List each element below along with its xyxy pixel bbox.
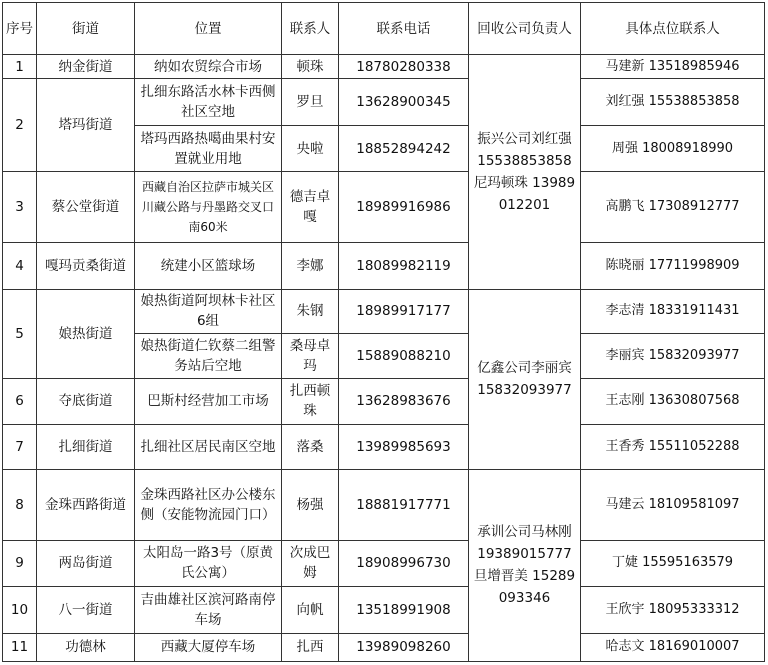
row-no: 2 — [3, 79, 37, 172]
table-row — [3, 587, 765, 634]
table-row — [3, 243, 765, 290]
row-location: 西藏大厦停车场 — [135, 633, 282, 661]
row-point-contact: 丁婕 15595163579 — [581, 540, 765, 587]
row-location: 扎细社区居民南区空地 — [135, 425, 282, 470]
row-person: 顿珠 — [282, 55, 339, 79]
row-location: 金珠西路社区办公楼东侧（安能物流园门口） — [135, 469, 282, 540]
responsible-cell: 亿鑫公司李丽宾 15832093977 — [469, 289, 581, 469]
row-point-contact: 王欣宇 18095333312 — [581, 587, 765, 634]
row-phone: 13989098260 — [339, 633, 469, 661]
table-row — [3, 172, 765, 243]
row-location: 太阳岛一路3号（原黄氏公寓） — [135, 540, 282, 587]
row-point-contact: 马建新 13518985946 — [581, 55, 765, 79]
row-no: 3 — [3, 172, 37, 243]
row-point-contact: 李丽宾 15832093977 — [581, 334, 765, 379]
row-street: 扎细街道 — [37, 425, 135, 470]
header-location: 位置 — [135, 3, 282, 55]
table-row — [3, 79, 765, 126]
row-street: 金珠西路街道 — [37, 469, 135, 540]
row-no: 6 — [3, 378, 37, 425]
row-location: 吉曲雄社区滨河路南停车场 — [135, 587, 282, 634]
header-point-contact: 具体点位联系人 — [581, 3, 765, 55]
row-no: 5 — [3, 289, 37, 378]
row-person: 落桑 — [282, 425, 339, 470]
row-phone: 18852894242 — [339, 125, 469, 172]
header-row — [3, 3, 765, 55]
header-person: 联系人 — [282, 3, 339, 55]
row-location: 扎细东路活水林卡西侧社区空地 — [135, 79, 282, 126]
row-phone: 18881917771 — [339, 469, 469, 540]
header-responsible: 回收公司负责人 — [469, 3, 581, 55]
row-phone: 13628900345 — [339, 79, 469, 126]
row-point-contact: 王志刚 13630807568 — [581, 378, 765, 425]
row-street: 塔玛街道 — [37, 79, 135, 172]
row-phone: 13518991908 — [339, 587, 469, 634]
row-phone: 18780280338 — [339, 55, 469, 79]
row-phone: 18089982119 — [339, 243, 469, 290]
row-person: 朱钢 — [282, 289, 339, 334]
table-row — [3, 633, 765, 661]
row-person: 杨强 — [282, 469, 339, 540]
row-no: 1 — [3, 55, 37, 79]
row-phone: 18989916986 — [339, 172, 469, 243]
row-location: 娘热街道阿坝林卡社区6组 — [135, 289, 282, 334]
row-no: 8 — [3, 469, 37, 540]
row-street: 功德林 — [37, 633, 135, 661]
row-street: 娘热街道 — [37, 289, 135, 378]
row-street: 夺底街道 — [37, 378, 135, 425]
row-location: 纳如农贸综合市场 — [135, 55, 282, 79]
row-no: 9 — [3, 540, 37, 587]
row-location: 西藏自治区拉萨市城关区川藏公路与丹墨路交叉口南60米 — [135, 172, 282, 243]
row-person: 向帆 — [282, 587, 339, 634]
table-row — [3, 540, 765, 587]
responsible-cell: 承训公司马林刚 19389015777 旦增晋美 15289093346 — [469, 469, 581, 661]
row-no: 4 — [3, 243, 37, 290]
row-no: 10 — [3, 587, 37, 634]
row-street: 八一街道 — [37, 587, 135, 634]
row-street: 蔡公堂街道 — [37, 172, 135, 243]
row-no: 7 — [3, 425, 37, 470]
row-person: 桑母卓玛 — [282, 334, 339, 379]
row-point-contact: 李志清 18331911431 — [581, 289, 765, 334]
row-phone: 18908996730 — [339, 540, 469, 587]
table-row — [3, 425, 765, 470]
row-phone: 13989985693 — [339, 425, 469, 470]
table-row — [3, 289, 765, 334]
row-person: 扎西顿珠 — [282, 378, 339, 425]
row-phone: 13628983676 — [339, 378, 469, 425]
recycling-points-table — [2, 2, 765, 662]
row-person: 央啦 — [282, 125, 339, 172]
row-person: 德吉卓嘎 — [282, 172, 339, 243]
row-location: 巴斯村经营加工市场 — [135, 378, 282, 425]
row-phone: 15889088210 — [339, 334, 469, 379]
row-no: 11 — [3, 633, 37, 661]
row-location: 塔玛西路热噶曲果村安置就业用地 — [135, 125, 282, 172]
table-row — [3, 469, 765, 540]
row-point-contact: 哈志文 18169010007 — [581, 633, 765, 661]
row-point-contact: 高鹏飞 17308912777 — [581, 172, 765, 243]
table-row — [3, 378, 765, 425]
row-location: 统建小区篮球场 — [135, 243, 282, 290]
row-point-contact: 马建云 18109581097 — [581, 469, 765, 540]
header-street: 街道 — [37, 3, 135, 55]
row-person: 李娜 — [282, 243, 339, 290]
row-point-contact: 陈晓丽 17711998909 — [581, 243, 765, 290]
row-street: 两岛街道 — [37, 540, 135, 587]
row-point-contact: 刘红强 15538853858 — [581, 79, 765, 126]
row-street: 嘎玛贡桑街道 — [37, 243, 135, 290]
header-no: 序号 — [3, 3, 37, 55]
row-point-contact: 周强 18008918990 — [581, 125, 765, 172]
row-street: 纳金街道 — [37, 55, 135, 79]
row-location: 娘热街道仁钦蔡二组警务站后空地 — [135, 334, 282, 379]
row-phone: 18989917177 — [339, 289, 469, 334]
row-person: 次成巴姆 — [282, 540, 339, 587]
responsible-cell: 振兴公司刘红强 15538853858 尼玛顿珠 13989012201 — [469, 55, 581, 290]
row-person: 扎西 — [282, 633, 339, 661]
row-person: 罗旦 — [282, 79, 339, 126]
header-phone: 联系电话 — [339, 3, 469, 55]
table-row — [3, 55, 765, 79]
row-point-contact: 王香秀 15511052288 — [581, 425, 765, 470]
